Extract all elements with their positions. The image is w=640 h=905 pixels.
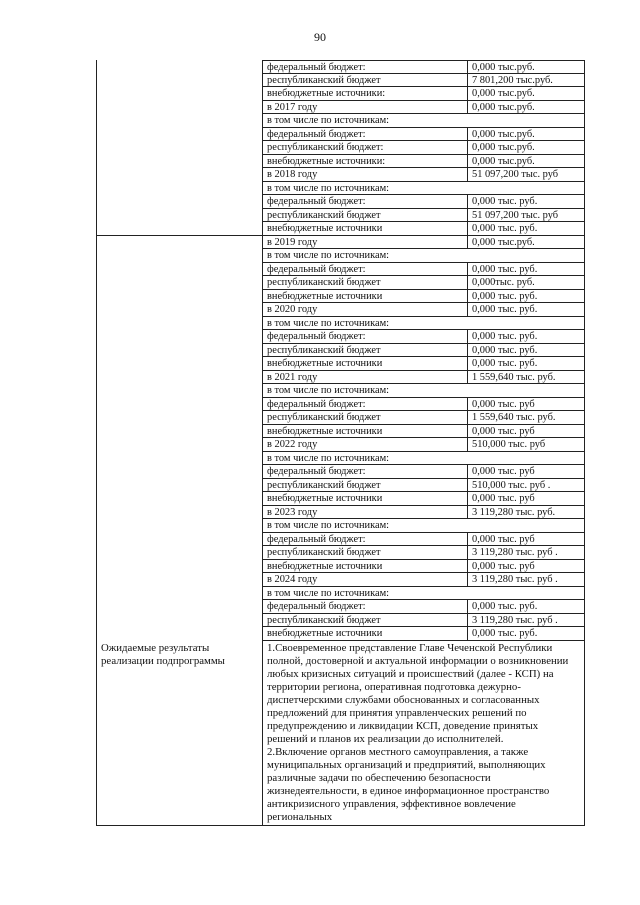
amount-value: 0,000 тыс.руб.: [468, 101, 585, 115]
table-row: [96, 263, 585, 277]
page-number: 90: [314, 30, 326, 44]
source-label: республиканский бюджет:: [263, 141, 468, 155]
results-row: [96, 641, 585, 826]
section-label: в том числе по источникам:: [263, 519, 585, 533]
left-cell: [96, 317, 263, 331]
amount-value: 0,000 тыс. руб.: [468, 222, 585, 236]
left-cell: [96, 465, 263, 479]
amount-value: 0,000 тыс.руб.: [468, 128, 585, 142]
left-cell: [96, 101, 263, 115]
table-row: [96, 87, 585, 101]
left-cell: [96, 600, 263, 614]
source-label: в 2020 году: [263, 303, 468, 317]
table-row: [96, 411, 585, 425]
source-label: внебюджетные источники: [263, 627, 468, 641]
amount-value: 0,000 тыс. руб: [468, 533, 585, 547]
left-cell: [96, 627, 263, 641]
left-cell: [96, 506, 263, 520]
source-label: федеральный бюджет:: [263, 533, 468, 547]
results-paragraph-1: 1.Своевременное представление Главе Чеченской Республики полной, достоверной и актуальной информации о возникновении любых кризисных ситуаций и происшествий (далее - КСП) на территории региона, оперативная подготовка дежурно-диспетчерскими службами обоснованных и согласованных предложений для принятия управленческих решений по предупреждению и ликвидации КСП, доведение принятых решений и планов их реализации до исполнителей.: [267, 641, 569, 745]
left-cell: [96, 155, 263, 169]
amount-value: 0,000 тыс. руб.: [468, 330, 585, 344]
table-row: [96, 425, 585, 439]
table-row: [96, 587, 585, 601]
amount-value: 0,000 тыс. руб: [468, 492, 585, 506]
table-row: [96, 195, 585, 209]
table-row: [96, 614, 585, 628]
amount-value: 0,000 тыс. руб.: [468, 195, 585, 209]
left-cell: [96, 425, 263, 439]
table-row: [96, 546, 585, 560]
source-label: федеральный бюджет:: [263, 465, 468, 479]
amount-value: 3 119,280 тыс. руб .: [468, 546, 585, 560]
results-paragraph-2: 2.Включение органов местного самоуправления, а также муниципальных организаций и предприятий, выполняющих различные задачи по обеспечению безопасности жизнедеятельности, в единое информационное пространство антикризисного управления, эффективное вовлечение региональных: [267, 745, 550, 823]
source-label: федеральный бюджет:: [263, 195, 468, 209]
source-label: внебюджетные источники: [263, 290, 468, 304]
left-cell: [96, 384, 263, 398]
source-label: федеральный бюджет:: [263, 398, 468, 412]
amount-value: 51 097,200 тыс. руб: [468, 168, 585, 182]
amount-value: 0,000 тыс. руб: [468, 560, 585, 574]
source-label: внебюджетные источники: [263, 222, 468, 236]
source-label: республиканский бюджет: [263, 546, 468, 560]
left-cell: [96, 249, 263, 263]
source-label: внебюджетные источники:: [263, 87, 468, 101]
amount-value: 0,000 тыс.руб.: [468, 236, 585, 250]
table-row: [96, 128, 585, 142]
amount-value: 0,000 тыс.руб.: [468, 60, 585, 74]
amount-value: 0,000тыс. руб.: [468, 276, 585, 290]
amount-value: 0,000 тыс. руб: [468, 398, 585, 412]
section-label: в том числе по источникам:: [263, 114, 585, 128]
left-cell: [96, 60, 263, 74]
amount-value: 0,000 тыс. руб.: [468, 263, 585, 277]
left-cell: [96, 546, 263, 560]
source-label: в 2021 году: [263, 371, 468, 385]
table-row: [96, 236, 585, 250]
table-row: [96, 209, 585, 223]
source-label: республиканский бюджет: [263, 209, 468, 223]
left-cell: [96, 209, 263, 223]
table-row: [96, 560, 585, 574]
table-row: [96, 465, 585, 479]
amount-value: 51 097,200 тыс. руб: [468, 209, 585, 223]
table-row: [96, 222, 585, 236]
results-text: [263, 641, 585, 826]
source-label: внебюджетные источники: [263, 560, 468, 574]
left-cell: [96, 479, 263, 493]
section-label: в том числе по источникам:: [263, 452, 585, 466]
left-cell: [96, 87, 263, 101]
table-row: [96, 60, 585, 74]
left-cell: [96, 195, 263, 209]
section-label: в том числе по источникам:: [263, 587, 585, 601]
amount-value: 3 119,280 тыс. руб .: [468, 573, 585, 587]
table-row: [96, 452, 585, 466]
source-label: внебюджетные источники:: [263, 155, 468, 169]
table-row: [96, 519, 585, 533]
left-cell: [96, 290, 263, 304]
left-cell: [96, 222, 263, 236]
table-row: [96, 627, 585, 641]
source-label: в 2018 году: [263, 168, 468, 182]
left-cell: [96, 168, 263, 182]
left-cell: [96, 128, 263, 142]
table-row: [96, 168, 585, 182]
source-label: федеральный бюджет:: [263, 330, 468, 344]
table-row: [96, 438, 585, 452]
left-cell: [96, 560, 263, 574]
amount-value: 1 559,640 тыс. руб.: [468, 371, 585, 385]
table-row: [96, 492, 585, 506]
amount-value: 0,000 тыс. руб.: [468, 303, 585, 317]
source-label: республиканский бюджет: [263, 411, 468, 425]
left-cell: [96, 263, 263, 277]
left-cell: [96, 303, 263, 317]
table-row: [96, 155, 585, 169]
source-label: в 2017 году: [263, 101, 468, 115]
table-row: [96, 141, 585, 155]
table-row: [96, 506, 585, 520]
amount-value: 0,000 тыс. руб: [468, 425, 585, 439]
table-row: [96, 344, 585, 358]
source-label: республиканский бюджет: [263, 276, 468, 290]
source-label: федеральный бюджет:: [263, 263, 468, 277]
amount-value: 510,000 тыс. руб: [468, 438, 585, 452]
source-label: в 2023 году: [263, 506, 468, 520]
table-row: [96, 398, 585, 412]
source-label: в 2022 году: [263, 438, 468, 452]
amount-value: 0,000 тыс. руб.: [468, 627, 585, 641]
left-cell: [96, 452, 263, 466]
left-cell: [96, 74, 263, 88]
left-cell: [96, 357, 263, 371]
left-cell: [96, 371, 263, 385]
source-label: республиканский бюджет: [263, 74, 468, 88]
table-row: [96, 317, 585, 331]
section-label: в том числе по источникам:: [263, 249, 585, 263]
table-row: [96, 533, 585, 547]
left-cell: [96, 533, 263, 547]
table-row: [96, 573, 585, 587]
amount-value: 1 559,640 тыс. руб.: [468, 411, 585, 425]
table-row: [96, 114, 585, 128]
financing-table: [96, 60, 585, 826]
source-label: федеральный бюджет:: [263, 600, 468, 614]
table-row: [96, 303, 585, 317]
left-cell: [96, 236, 263, 250]
amount-value: 0,000 тыс.руб.: [468, 87, 585, 101]
source-label: в 2019 году: [263, 236, 468, 250]
amount-value: 0,000 тыс. руб.: [468, 344, 585, 358]
amount-value: 0,000 тыс. руб.: [468, 290, 585, 304]
left-cell: [96, 330, 263, 344]
amount-value: 0,000 тыс.руб.: [468, 141, 585, 155]
table-row: [96, 101, 585, 115]
table-row: [96, 357, 585, 371]
results-heading: Ожидаемые результаты реализации подпрограммы: [96, 641, 263, 826]
source-label: республиканский бюджет: [263, 614, 468, 628]
source-label: внебюджетные источники: [263, 425, 468, 439]
source-label: в 2024 году: [263, 573, 468, 587]
amount-value: 0,000 тыс. руб: [468, 465, 585, 479]
table-row: [96, 479, 585, 493]
left-cell: [96, 587, 263, 601]
table-row: [96, 276, 585, 290]
left-cell: [96, 411, 263, 425]
left-cell: [96, 492, 263, 506]
table-row: [96, 600, 585, 614]
left-cell: [96, 614, 263, 628]
left-cell: [96, 276, 263, 290]
amount-value: 7 801,200 тыс.руб.: [468, 74, 585, 88]
section-label: в том числе по источникам:: [263, 384, 585, 398]
section-label: в том числе по источникам:: [263, 317, 585, 331]
table-row: [96, 74, 585, 88]
source-label: республиканский бюджет: [263, 344, 468, 358]
source-label: федеральный бюджет:: [263, 128, 468, 142]
amount-value: 3 119,280 тыс. руб .: [468, 614, 585, 628]
amount-value: 0,000 тыс.руб.: [468, 155, 585, 169]
source-label: внебюджетные источники: [263, 492, 468, 506]
table-row: [96, 182, 585, 196]
source-label: федеральный бюджет:: [263, 60, 468, 74]
left-cell: [96, 344, 263, 358]
left-cell: [96, 182, 263, 196]
table-row: [96, 384, 585, 398]
section-label: в том числе по источникам:: [263, 182, 585, 196]
table-row: [96, 290, 585, 304]
left-cell: [96, 141, 263, 155]
table-row: [96, 371, 585, 385]
source-label: республиканский бюджет: [263, 479, 468, 493]
left-cell: [96, 114, 263, 128]
amount-value: 510,000 тыс. руб .: [468, 479, 585, 493]
source-label: внебюджетные источники: [263, 357, 468, 371]
amount-value: 0,000 тыс. руб.: [468, 357, 585, 371]
amount-value: 0,000 тыс. руб.: [468, 600, 585, 614]
table-row: [96, 330, 585, 344]
left-cell: [96, 519, 263, 533]
amount-value: 3 119,280 тыс. руб.: [468, 506, 585, 520]
table-row: [96, 249, 585, 263]
financing-rows: [96, 60, 585, 641]
left-cell: [96, 573, 263, 587]
left-cell: [96, 398, 263, 412]
left-cell: [96, 438, 263, 452]
